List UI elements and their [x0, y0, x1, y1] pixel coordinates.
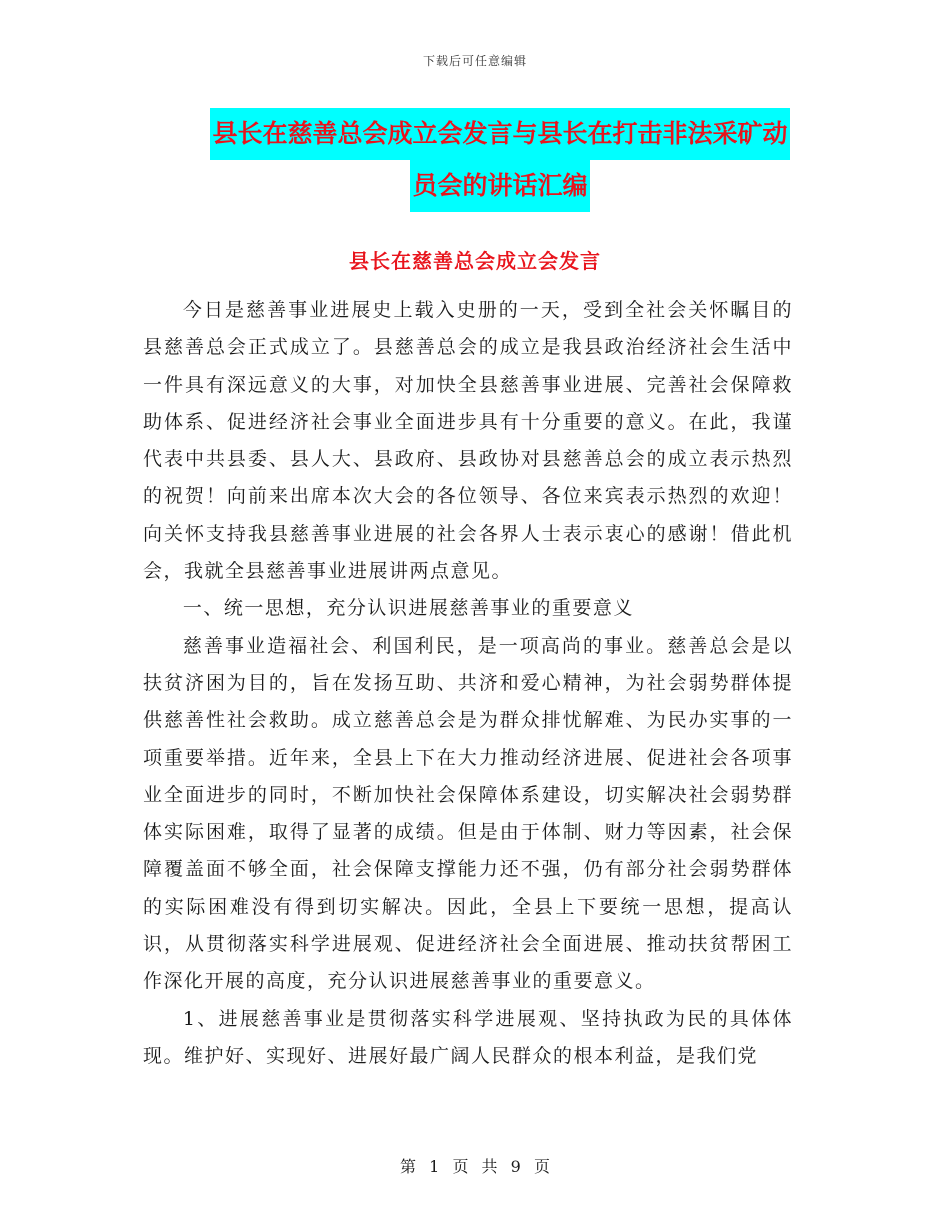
page-mid: 页: [452, 1157, 469, 1176]
page-footer: [0, 1154, 950, 1177]
document-title-line-2: 员会的讲话汇编: [410, 160, 589, 212]
paragraph: 慈善事业造福社会、利国利民，是一项高尚的事业。慈善总会是以扶贫济困为目的，旨在发扬互助、共济和爱心精神，为社会弱势群体提供慈善性社会救助。成立慈善总会是为群众排忧解难、为民办实事的一项重要举措。近年来，全县上下在大力推动经济进展、促进社会各项事业全面进步的同时，不断加快社会保障体系建设，切实解决社会弱势群体实际困难，取得了显著的成绩。但是由于体制、财力等因素，社会保障覆盖面不够全面，社会保障支撑能力还不强，仍有部分社会弱势群体的实际困难没有得到切实解决。因此，全县上下要统一思想，提高认识，从贯彻落实科学进展观、促进经济社会全面进展、推动扶贫帮困工作深化开展的高度，充分认识进展慈善事业的重要意义。: [143, 634, 793, 993]
total-prefix: 共: [481, 1157, 498, 1176]
paragraph: 1、进展慈善事业是贯彻落实科学进展观、坚持执政为民的具体体现。维护好、实现好、进展好最广阔人民群众的根本利益，是我们党: [143, 1007, 793, 1067]
paragraph: 今日是慈善事业进展史上载入史册的一天，受到全社会关怀瞩目的县慈善总会正式成立了。县慈善总会的成立是我县政治经济社会生活中一件具有深远意义的大事，对加快全县慈善事业进展、完善社会保障救助体系、促进经济社会事业全面进步具有十分重要的意义。在此，我谨代表中共县委、县人大、县政府、县政协对县慈善总会的成立表示热烈的祝贺！向前来出席本次大会的各位领导、各位来宾表示热烈的欢迎！向关怀支持我县慈善事业进展的社会各界人士表示衷心的感谢！借此机会，我就全县慈善事业进展讲两点意见。: [143, 299, 793, 583]
document-title-line-1: 县长在慈善总会成立会发言与县长在打击非法采矿动: [210, 108, 789, 160]
section-title: 县长在慈善总会成立会发言: [349, 249, 601, 273]
header-note: 下载后可任意编辑: [422, 54, 527, 68]
page-current: 1: [429, 1157, 440, 1176]
document-body: [143, 292, 793, 1075]
page-suffix: 页: [533, 1157, 550, 1176]
page-total: 9: [510, 1157, 521, 1176]
document-title: [195, 108, 805, 212]
page-prefix: 第: [400, 1157, 417, 1176]
paragraph: 一、统一思想，充分认识进展慈善事业的重要意义: [182, 597, 634, 620]
